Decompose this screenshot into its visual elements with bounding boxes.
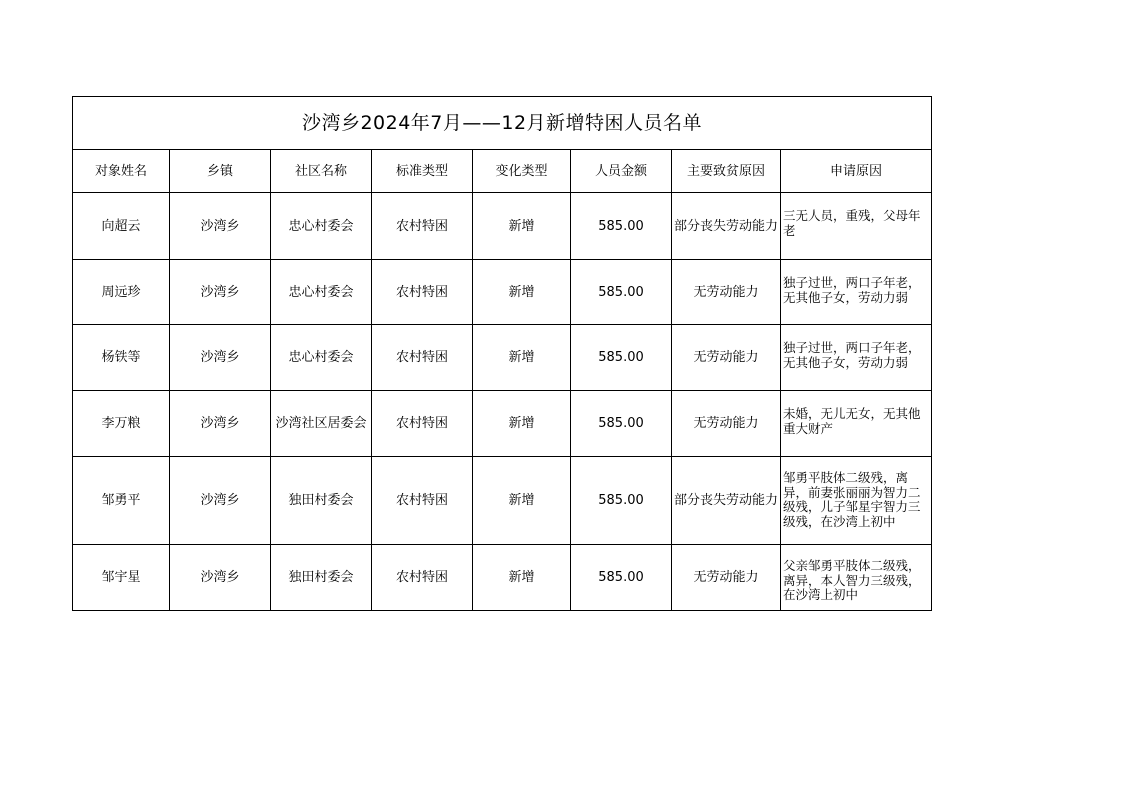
cell-community: 独田村委会 — [271, 545, 372, 611]
column-header-cause: 主要致贫原因 — [672, 150, 781, 193]
cell-township: 沙湾乡 — [170, 545, 271, 611]
table-row — [73, 260, 932, 325]
cell-standard: 农村特困 — [372, 391, 473, 457]
cell-name: 邹勇平 — [73, 457, 170, 545]
cell-township: 沙湾乡 — [170, 325, 271, 391]
cell-amount: 585.00 — [571, 193, 672, 260]
cell-cause: 无劳动能力 — [672, 260, 781, 325]
cell-reason: 独子过世，两口子年老，无其他子女，劳动力弱 — [781, 260, 932, 325]
cell-amount: 585.00 — [571, 325, 672, 391]
cell-reason: 独子过世，两口子年老，无其他子女，劳动力弱 — [781, 325, 932, 391]
cell-amount: 585.00 — [571, 545, 672, 611]
cell-township: 沙湾乡 — [170, 193, 271, 260]
table-row — [73, 193, 932, 260]
cell-township: 沙湾乡 — [170, 457, 271, 545]
table-row — [73, 325, 932, 391]
cell-change: 新增 — [473, 391, 571, 457]
cell-amount: 585.00 — [571, 391, 672, 457]
cell-reason: 父亲邹勇平肢体二级残，离异，本人智力三级残，在沙湾上初中 — [781, 545, 932, 611]
cell-community: 忠心村委会 — [271, 325, 372, 391]
cell-cause: 部分丧失劳动能力 — [672, 457, 781, 545]
cell-reason: 邹勇平肢体二级残，离异，前妻张丽丽为智力二级残，儿子邹星宇智力三级残，在沙湾上初中 — [781, 457, 932, 545]
cell-name: 周远珍 — [73, 260, 170, 325]
cell-community: 忠心村委会 — [271, 193, 372, 260]
cell-change: 新增 — [473, 545, 571, 611]
cell-cause: 部分丧失劳动能力 — [672, 193, 781, 260]
table-row — [73, 545, 932, 611]
cell-change: 新增 — [473, 325, 571, 391]
cell-reason: 未婚，无儿无女，无其他重大财产 — [781, 391, 932, 457]
column-header-name: 对象姓名 — [73, 150, 170, 193]
column-header-township: 乡镇 — [170, 150, 271, 193]
cell-name: 邹宇星 — [73, 545, 170, 611]
cell-cause: 无劳动能力 — [672, 545, 781, 611]
roster-table — [72, 96, 932, 611]
cell-community: 独田村委会 — [271, 457, 372, 545]
header-row — [73, 150, 932, 193]
column-header-reason: 申请原因 — [781, 150, 932, 193]
cell-cause: 无劳动能力 — [672, 325, 781, 391]
cell-name: 杨铁等 — [73, 325, 170, 391]
cell-amount: 585.00 — [571, 260, 672, 325]
cell-amount: 585.00 — [571, 457, 672, 545]
column-header-amount: 人员金额 — [571, 150, 672, 193]
table-row — [73, 457, 932, 545]
cell-community: 忠心村委会 — [271, 260, 372, 325]
cell-name: 向超云 — [73, 193, 170, 260]
table-title: 沙湾乡2024年7月——12月新增特困人员名单 — [73, 97, 932, 150]
title-row — [73, 97, 932, 150]
column-header-change: 变化类型 — [473, 150, 571, 193]
cell-change: 新增 — [473, 193, 571, 260]
cell-name: 李万粮 — [73, 391, 170, 457]
column-header-standard: 标准类型 — [372, 150, 473, 193]
cell-township: 沙湾乡 — [170, 260, 271, 325]
cell-standard: 农村特困 — [372, 193, 473, 260]
cell-township: 沙湾乡 — [170, 391, 271, 457]
cell-standard: 农村特困 — [372, 325, 473, 391]
cell-community: 沙湾社区居委会 — [271, 391, 372, 457]
cell-standard: 农村特困 — [372, 457, 473, 545]
cell-standard: 农村特困 — [372, 260, 473, 325]
cell-standard: 农村特困 — [372, 545, 473, 611]
table-row — [73, 391, 932, 457]
roster-sheet — [72, 96, 931, 611]
column-header-community: 社区名称 — [271, 150, 372, 193]
cell-cause: 无劳动能力 — [672, 391, 781, 457]
cell-change: 新增 — [473, 457, 571, 545]
cell-change: 新增 — [473, 260, 571, 325]
cell-reason: 三无人员，重残，父母年老 — [781, 193, 932, 260]
